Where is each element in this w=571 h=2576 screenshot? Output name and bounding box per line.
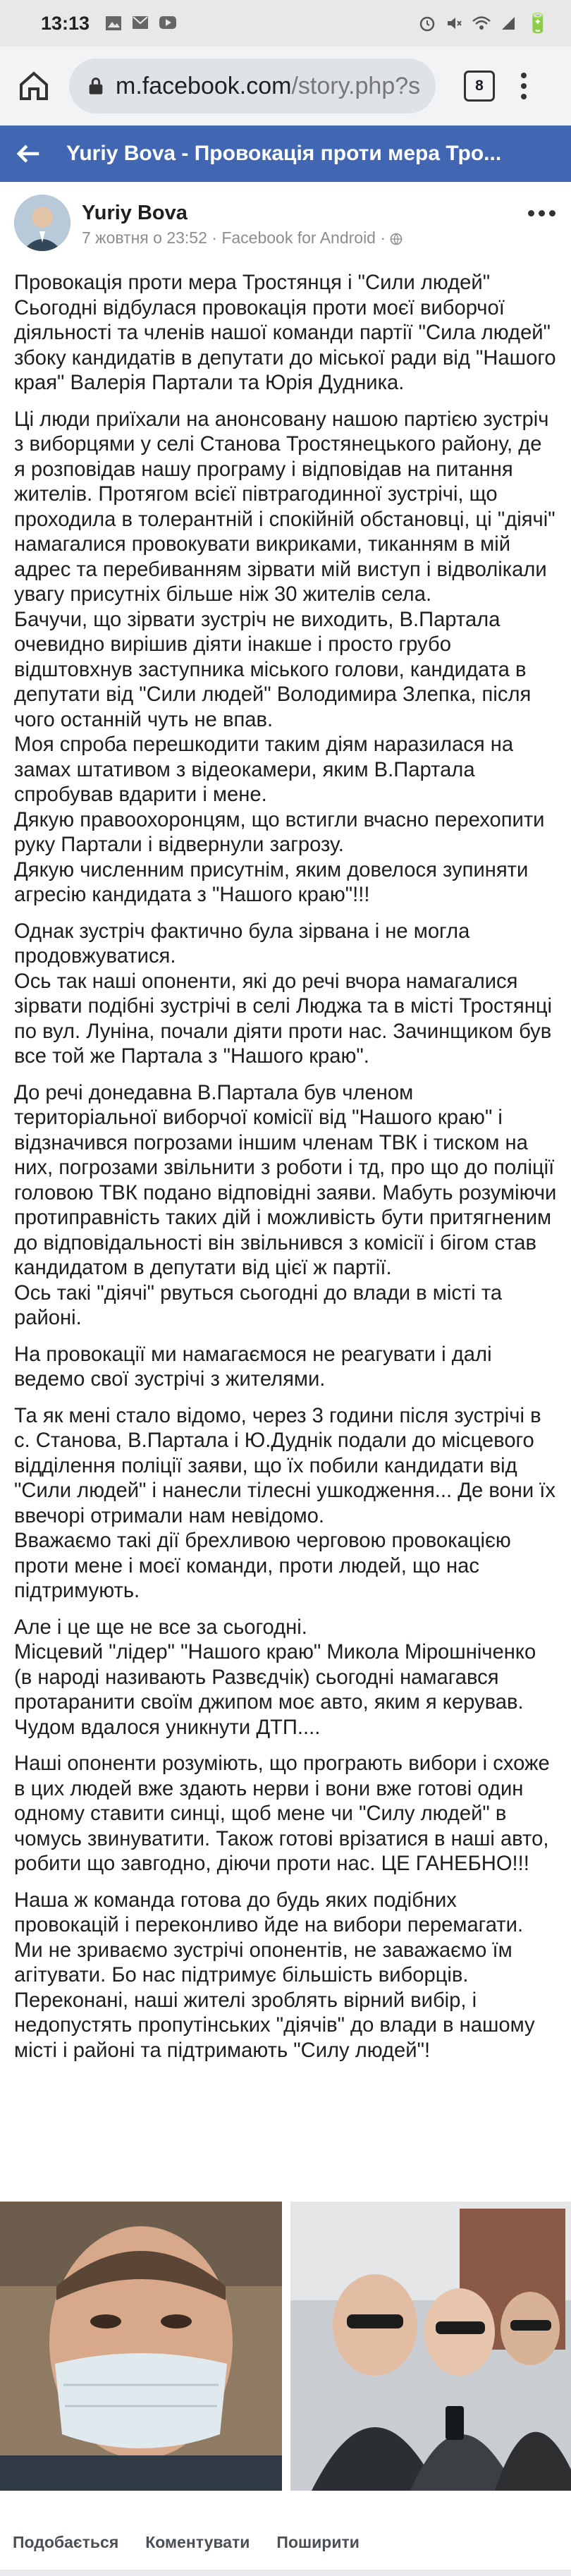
post-photo-three-men[interactable]	[290, 2202, 571, 2491]
address-bar[interactable]	[69, 59, 436, 114]
post-meta	[82, 228, 403, 248]
post-paragraph: Та як мені стало відомо, через 3 години після зустрічі в с. Станова, В.Партала і Ю.Дуднік подали до місцевого відділення поліції заяви, що їх побили кандидати від "Сили людей" і нанесли тілесні ушкодження... Де вони їх ввечорі отримали нам невідомо. Вважаємо такі дії брехливою черговою провокацією проти мене і моєї команди, проти людей, що нас підтримують.	[14, 1404, 555, 1602]
battery-icon: 🔋	[526, 13, 550, 34]
divider	[0, 2570, 571, 2576]
url-host: m.facebook.com	[116, 72, 292, 99]
post-actions	[0, 2521, 571, 2563]
notification-icons	[105, 16, 177, 31]
avatar[interactable]	[14, 195, 70, 251]
post-photo-masked-man[interactable]	[0, 2202, 282, 2491]
lock-icon	[86, 76, 106, 96]
share-button[interactable]: Поширити	[276, 2532, 360, 2551]
facebook-header	[0, 126, 571, 182]
post-paragraph: Однак зустріч фактично була зірвана і не могла продовжуватися. Ось так наші опоненти, які до речі вчора намагалися зірвати подібні зустрічі в селі Люджа та в місті Тростянці по вул. Луніна, почали діяти проти нас. Зачинщиком був все той же Партала з "Нашого краю".	[14, 920, 553, 1068]
like-button[interactable]: Подобається	[13, 2532, 119, 2551]
system-icons	[419, 12, 550, 35]
signal-icon	[501, 16, 516, 31]
status-bar	[0, 0, 571, 47]
post-paragraph: На провокації ми намагаємося не реагувати і далі ведемо свої зустрічі з жителями.	[14, 1343, 492, 1391]
post-timestamp: 7 жовтня о 23:52 · Facebook for Android ·	[82, 228, 391, 247]
home-icon[interactable]	[17, 69, 51, 103]
wifi-icon	[472, 16, 491, 31]
image-icon	[105, 16, 122, 31]
author-name[interactable]: Yuriy Bova	[82, 202, 188, 224]
page-title: Yuriy Bova - Провокація проти мера Тро...	[66, 142, 502, 165]
browser-menu-icon[interactable]	[519, 73, 529, 99]
comment-button[interactable]: Коментувати	[145, 2532, 250, 2551]
back-arrow-icon[interactable]	[16, 140, 42, 167]
post-paragraph: Наша ж команда готова до будь яких подібних провокацій і переконливо йде на вибори перемагати. Ми не зриваємо зустрічі опонентів, не заважаємо їм агітувати. Бо нас підтримує більшість виборців. Переконані, наші жителі зроблять вірний вибір, і недопустять пропутінських "діячів" до влади в нашому місті і районі та підтримають "Силу людей"!	[14, 1888, 535, 2062]
post-paragraph: Наші опоненти розуміють, що програють вибори і схоже в цих людей вже здають нерви і вони вже готові один одному ставити синці, щоб мене чи "Силу людей" в чомусь звинуватити. Також готові врізатися в наші авто, робити що завгодно, діючи проти нас. ЦЕ ГАНЕБНО!!!	[14, 1752, 550, 1875]
url-path: /story.php?s	[291, 72, 421, 99]
globe-icon	[390, 233, 403, 245]
post-paragraph: До речі донедавна В.Партала був членом територіальної виборчої комісії від "Нашого краю" і відзначився погрозами іншим членам ТВК і тиском на них, погрозами звільнити з роботи і тд, про що до поліції головою ТВК подано відповідні заяви. Мабуть розуміючи протиправність таких дій і можливість бути притягненим до відповідальності він звільнився з комісії і бігом став кандидатом в депутати від цієї ж партії. Ось такі "діячі" рвуться сьогодні до влади в місті та районі.	[14, 1081, 557, 1329]
mute-icon	[446, 15, 462, 32]
tab-switcher-button[interactable]: 8	[464, 71, 495, 102]
post-paragraph: Провокація проти мера Тростянця і "Сили людей" Сьогодні відбулася провокація проти моєї виборчої діяльності та членів нашої команди партії "Сила людей" збоку кандидатів в депутати до міської ради від "Нашого края" Валерія Партали та Юрія Дудника.	[14, 271, 556, 394]
mail-icon	[132, 16, 149, 30]
post-body	[14, 271, 557, 2075]
post-paragraph: Ці люди приїхали на анонсовану нашою партією зустріч з виборцями у селі Станова Тростянецького району, де я розповідав нашу програму і відповідав на питання жителів. Протягом всієї півтрагодинної зустрічі, що проходила в толерантній і спокійній обстановці, ці "діячі" намагалися провокувати викриками, тиканням в мій адрес та перебиванням зірвати мій виступ і відволікали увагу присутніх більше ніж 30 жителів села. Бачучи, що зірвати зустріч не виходить, В.Партала очевидно вирішив діяти інакше і просто грубо відштовхнув заступника міського голови, кандидата в депутати від "Сили людей" Володимира Злепка, після чого останній чуть не впав. Моя спроба перешкодити таким діям наразилася на замах штативом з відеокамери, яким В.Партала спробував вдарити і мене. Дякую правоохоронцям, що встигли вчасно перехопити руку Партали і відвернули загрозу. Дякую численним присутнім, яким довелося зупиняти агресію кандидата з "Нашого краю"!!!	[14, 408, 555, 906]
post-photos	[0, 2202, 571, 2491]
post-paragraph: Але і це ще не все за сьогодні. Місцевий "лідер" "Нашого краю" Микола Мірошніченко (в народі називають Развєдчік) сьогодні намагався протаранити своїм джипом моє авто, яким я керував. Чудом вдалося уникнути ДТП....	[14, 1616, 536, 1739]
status-time: 13:13	[41, 12, 90, 34]
post-options-icon[interactable]	[528, 210, 555, 216]
post-header	[0, 189, 571, 254]
alarm-icon	[419, 15, 436, 32]
youtube-icon	[159, 16, 177, 30]
browser-toolbar	[0, 47, 571, 126]
